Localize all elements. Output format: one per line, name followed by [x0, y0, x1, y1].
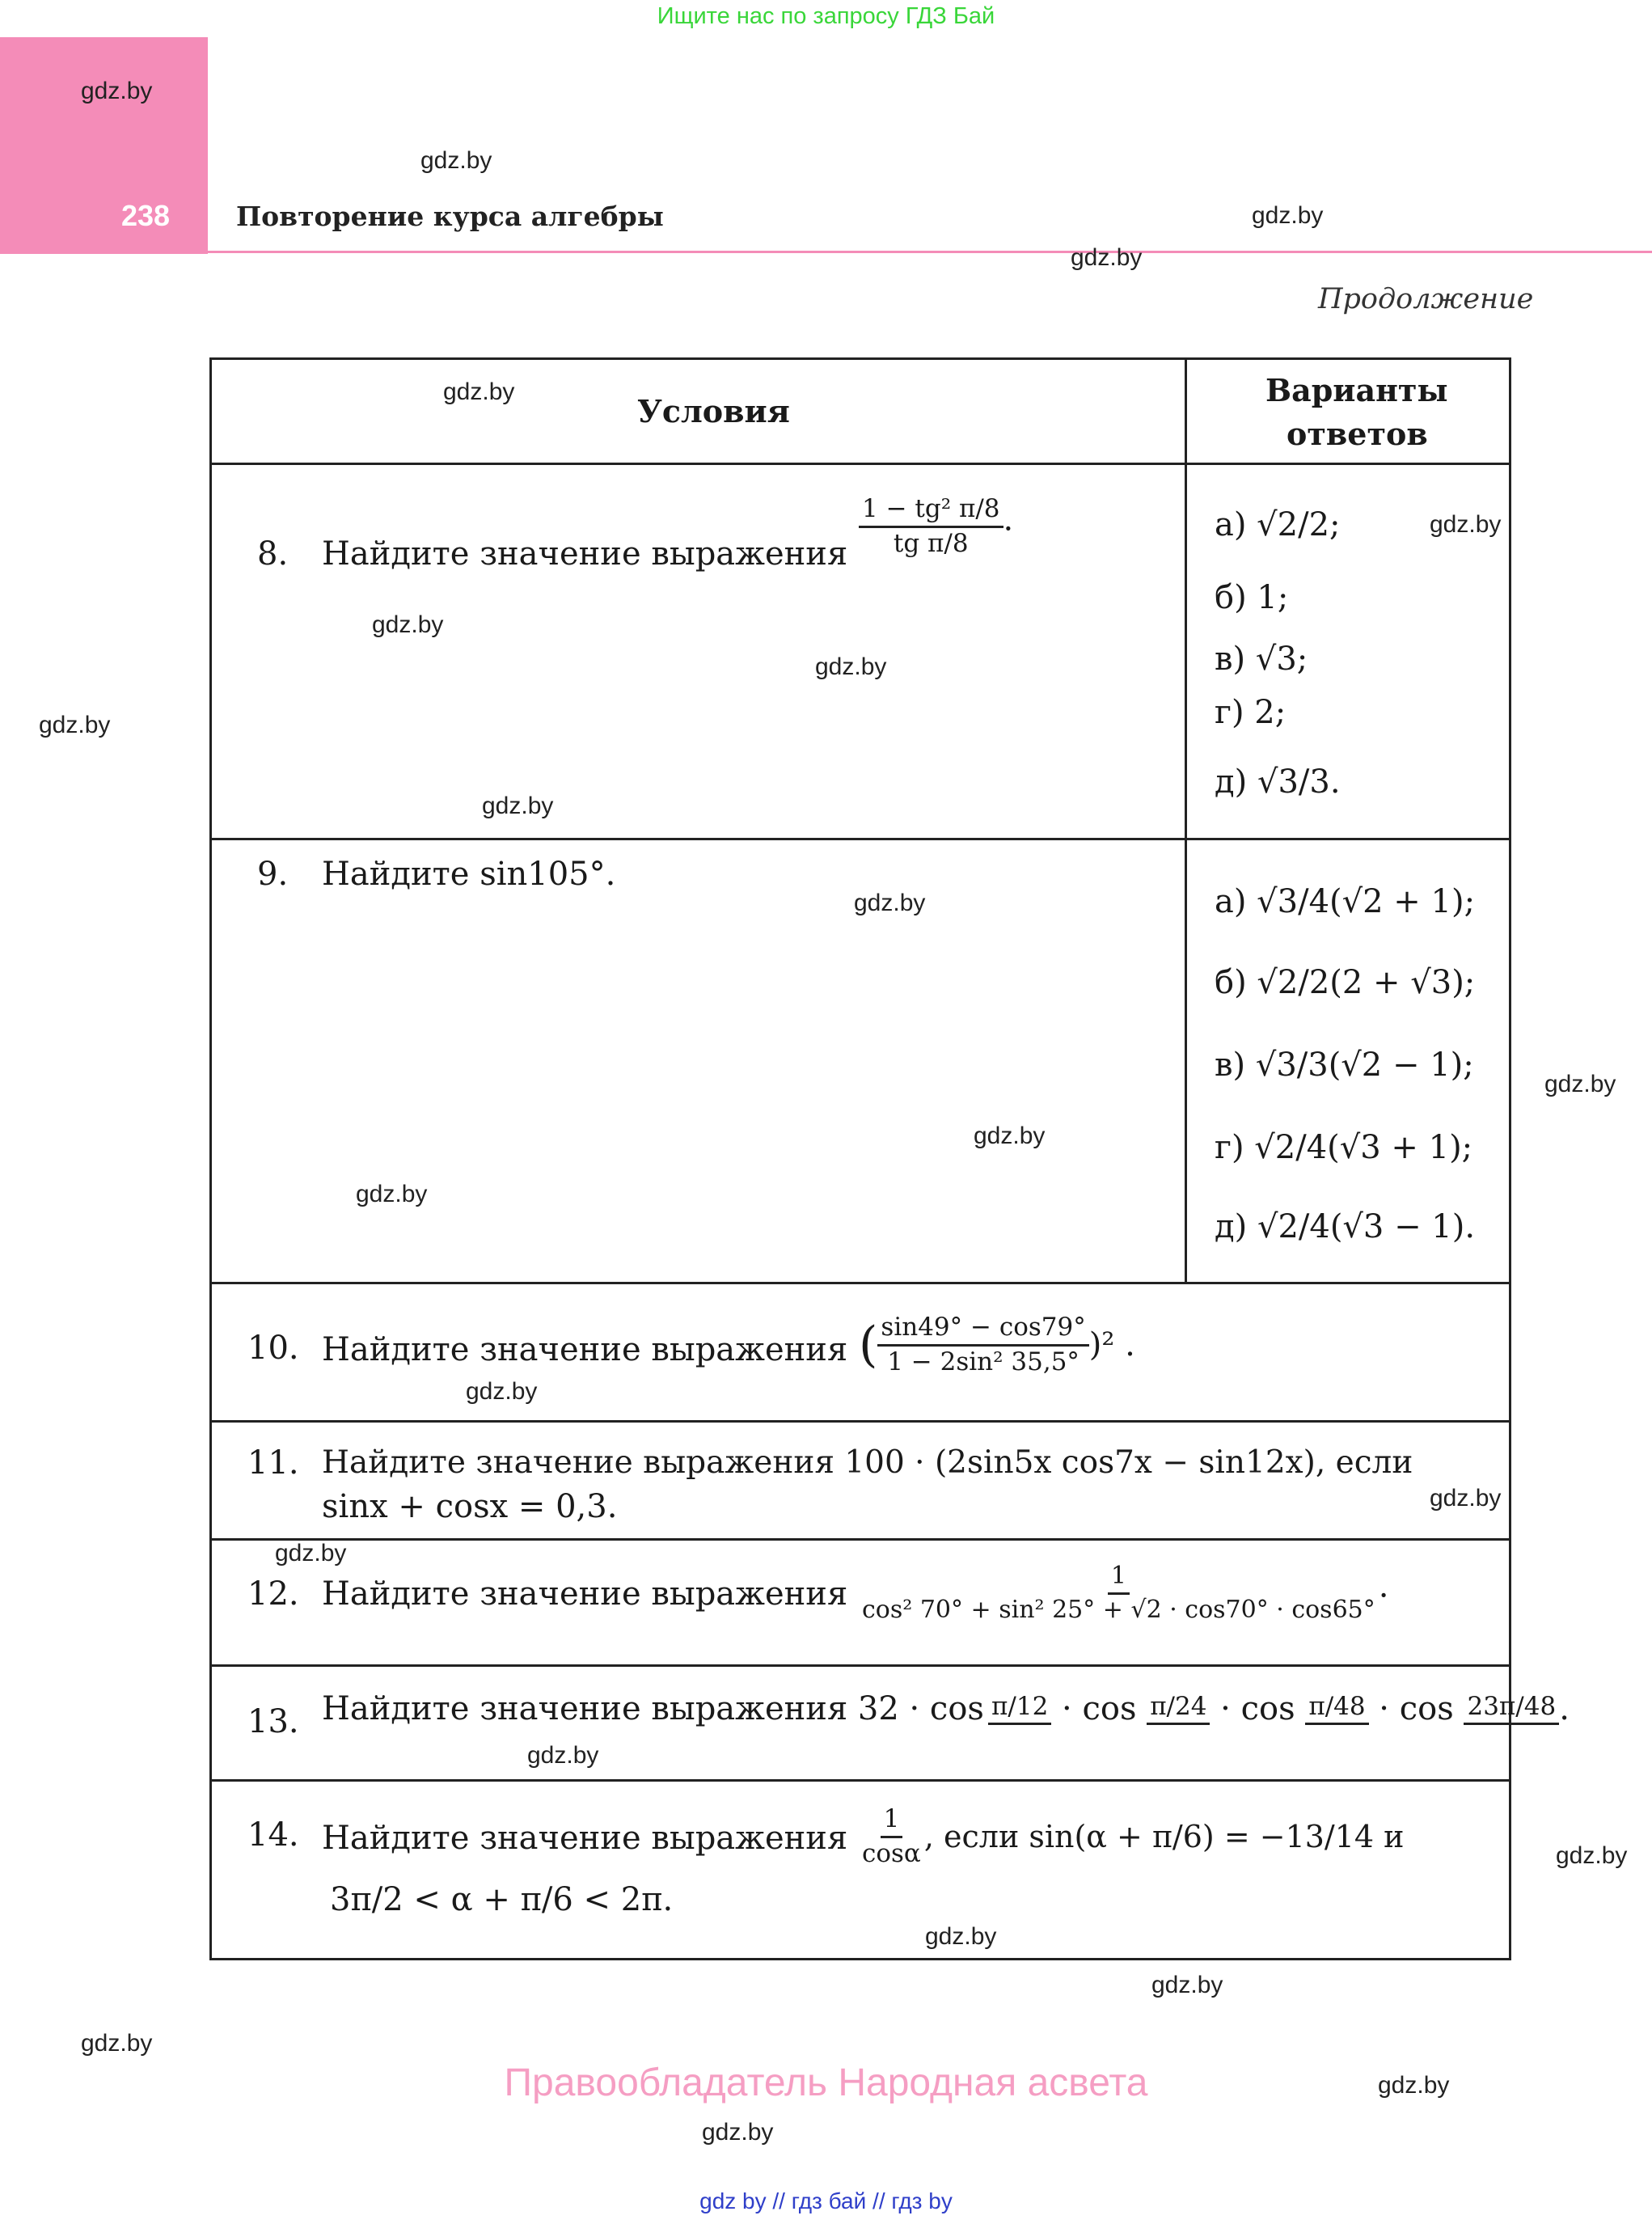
operator: · cos	[1051, 1690, 1147, 1727]
cos-argument: π/48	[1305, 1693, 1368, 1726]
fraction-denominator: tg π/8	[893, 528, 969, 558]
operator: · cos	[1210, 1690, 1306, 1727]
problem-condition: , если sin(α + π/6) = −13/14 и	[923, 1819, 1405, 1855]
problem-text: Найдите sin105°.	[322, 856, 616, 893]
row-divider	[209, 463, 1511, 465]
table-border-top	[209, 357, 1511, 360]
watermark: gdz.by	[443, 378, 515, 405]
row-divider	[209, 1538, 1511, 1541]
header-divider	[208, 251, 1652, 253]
fraction-denominator: 1 − 2sin² 35,5°	[887, 1347, 1080, 1376]
paren-right-power: )² .	[1088, 1326, 1135, 1364]
fraction-numerator: 1	[1108, 1562, 1130, 1595]
answer-option: д) √3/3.	[1215, 763, 1341, 801]
copyright-notice: Правообладатель Народная асвета	[504, 2061, 1148, 2104]
watermark: gdz.by	[1378, 2072, 1450, 2099]
watermark: gdz.by	[1151, 1972, 1223, 1998]
watermark: gdz.by	[356, 1181, 428, 1207]
problem-inequality: 3π/2 < α + π/6 < 2π.	[330, 1881, 674, 1918]
problem-number: 10.	[247, 1330, 299, 1367]
page-number-block	[0, 37, 208, 254]
expression-fraction	[859, 1805, 1405, 1868]
fraction-numerator: 1 − tg² π/8	[859, 495, 1003, 528]
expression-fraction	[859, 1313, 1135, 1376]
answer-option: г) √2/4(√3 + 1);	[1215, 1129, 1473, 1166]
cos-argument: π/24	[1147, 1693, 1210, 1726]
watermark: gdz.by	[925, 1923, 997, 1950]
watermark: gdz.by	[1252, 202, 1324, 229]
problem-text: Найдите значение выражения	[322, 1331, 848, 1368]
problem-text: Найдите значение выражения	[322, 1575, 848, 1613]
problem-number: 14.	[247, 1816, 299, 1854]
watermark: gdz.by	[1556, 1842, 1628, 1869]
problem-number: 8.	[257, 535, 289, 573]
watermark: gdz.by	[974, 1123, 1046, 1149]
watermark: gdz.by	[39, 712, 111, 738]
problem-text: Найдите значение выражения 32 · cos	[322, 1690, 984, 1727]
continuation-label: Продолжение	[1318, 283, 1534, 315]
operator: .	[1559, 1690, 1570, 1727]
punctuation: .	[1378, 1567, 1389, 1605]
problem-condition: sinx + cosx = 0,3.	[322, 1488, 618, 1525]
watermark: gdz.by	[1430, 1485, 1502, 1512]
row-divider	[209, 1664, 1511, 1667]
fraction-denominator: cosα	[862, 1838, 921, 1868]
operator: · cos	[1368, 1690, 1464, 1727]
fraction-denominator: cos² 70° + sin² 25° + √2 · cos70° · cos65°	[862, 1595, 1375, 1624]
row-divider	[209, 1779, 1511, 1782]
answer-option: в) √3;	[1215, 641, 1308, 678]
section-title: Повторение курса алгебры	[236, 201, 664, 232]
fraction-numerator: 1	[881, 1805, 903, 1838]
paren-left: (	[859, 1317, 878, 1374]
header-conditions: Условия	[637, 393, 790, 429]
header-answers-line2: ответов	[1287, 416, 1428, 452]
punctuation: .	[1003, 501, 1014, 539]
row-divider	[209, 1420, 1511, 1423]
answer-option: в) √3/3(√2 − 1);	[1215, 1046, 1474, 1084]
answer-option: б) √2/2(2 + √3);	[1215, 964, 1476, 1001]
problem-text: Найдите значение выражения	[322, 1820, 848, 1857]
answer-option: а) √3/4(√2 + 1);	[1215, 883, 1476, 920]
problem-number: 9.	[257, 856, 289, 893]
cos-argument: π/12	[988, 1693, 1051, 1726]
problem-text: Найдите значение выражения 100 · (2sin5x cos7x − sin12x), если	[322, 1444, 1413, 1481]
expression-fraction	[859, 495, 1013, 558]
watermark: gdz.by	[854, 890, 926, 916]
watermark: gdz.by	[1430, 511, 1502, 538]
problem-number: 13.	[247, 1703, 299, 1740]
header-answers-line1: Варианты	[1265, 372, 1448, 408]
answer-option: г) 2;	[1215, 694, 1287, 731]
row-divider	[209, 1282, 1511, 1284]
answer-option: б) 1;	[1215, 579, 1289, 616]
top-banner[interactable]: Ищите нас по запросу ГДЗ Бай	[657, 3, 995, 29]
watermark: gdz.by	[702, 2119, 774, 2146]
watermark: gdz.by	[81, 78, 153, 104]
watermark: gdz.by	[527, 1742, 599, 1769]
problem-number: 11.	[247, 1444, 299, 1482]
watermark: gdz.by	[81, 2030, 153, 2057]
watermark: gdz.by	[275, 1540, 347, 1567]
watermark: gdz.by	[482, 793, 554, 819]
expression-fraction	[859, 1562, 1388, 1624]
row-divider	[209, 838, 1511, 840]
watermark: gdz.by	[372, 611, 444, 638]
column-divider	[1185, 357, 1187, 1284]
watermark: gdz.by	[1071, 244, 1143, 271]
watermark: gdz.by	[466, 1378, 538, 1405]
watermark: gdz.by	[815, 653, 887, 680]
problem-expression	[322, 1690, 1570, 1727]
answer-option: а) √2/2;	[1215, 506, 1341, 543]
watermark: gdz.by	[1544, 1071, 1616, 1097]
table-border-bottom	[209, 1958, 1511, 1960]
table-border-left	[209, 357, 212, 1960]
problem-number: 12.	[247, 1575, 299, 1613]
bottom-links[interactable]: gdz by // гдз бай // гдз by	[699, 2188, 953, 2213]
cos-argument: 23π/48	[1464, 1693, 1559, 1726]
answer-option: д) √2/4(√3 − 1).	[1215, 1208, 1476, 1245]
page-number: 238	[121, 199, 171, 232]
fraction-numerator: sin49° − cos79°	[877, 1313, 1088, 1347]
problem-text: Найдите значение выражения	[322, 535, 848, 573]
watermark: gdz.by	[420, 147, 492, 174]
